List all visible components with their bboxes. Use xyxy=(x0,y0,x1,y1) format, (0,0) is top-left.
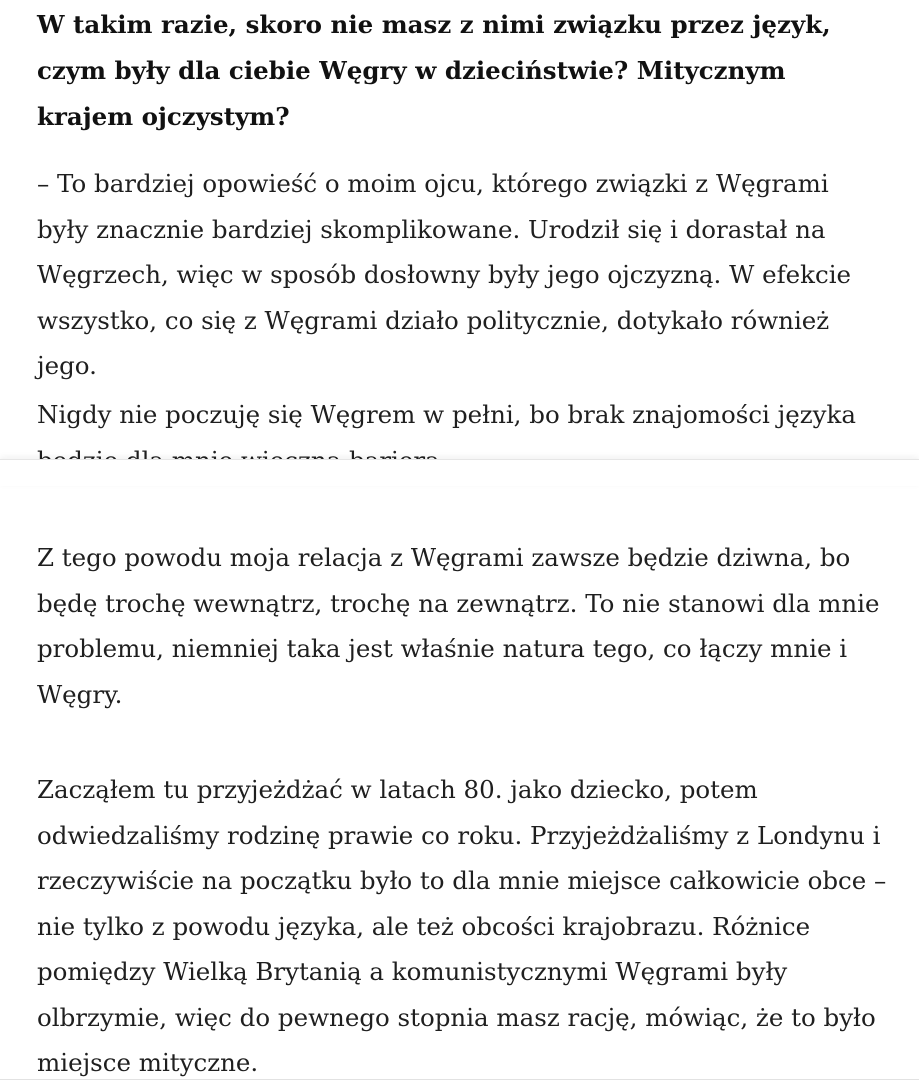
answer-paragraph-2: Nigdy nie poczuję się Węgrem w pełni, bo brak znajomości języka xyxy=(37,400,856,429)
answer-paragraph-3: Z tego powodu moja relacja z Węgrami zawsze będzie dziwna, bo będę trochę wewnątrz, trochę na zewnątrz. To nie stanowi dla mnie problemu, niemniej taka jest właśnie natura tego, co łączy mnie i Węgry. xyxy=(37,543,880,709)
sticky-overlay-band xyxy=(0,459,919,486)
bottom-divider xyxy=(0,1079,919,1080)
answer-paragraph-4: Zacząłem tu przyjeżdżać w latach 80. jako dziecko, potem odwiedzaliśmy rodzinę prawie co roku. Przyjeżdżaliśmy z Londynu i rzeczywiście na początku było to dla mnie miejsce całkowicie obce – nie tylko z powodu języka, ale też obcości krajobrazu. Różnice pomiędzy Wielką Brytanią a komunistycznymi Węgrami były olbrzymie, więc do pewnego stopnia masz rację, mówiąc, że to było miejsce mityczne. xyxy=(37,775,887,1077)
interview-question: W takim razie, skoro nie masz z nimi związku przez język, czym były dla ciebie Węgry w dzieciństwie? Mitycznym krajem ojczystym? xyxy=(37,10,831,131)
answer-paragraph-1: – To bardziej opowieść o moim ojcu, którego związki z Węgrami były znacznie bardziej skomplikowane. Urodził się i dorastał na Węgrzech, więc w sposób dosłowny były jego ojczyzną. W efekcie wszystko, co się z Węgrami działo politycznie, dotykało również jego. xyxy=(37,169,852,380)
